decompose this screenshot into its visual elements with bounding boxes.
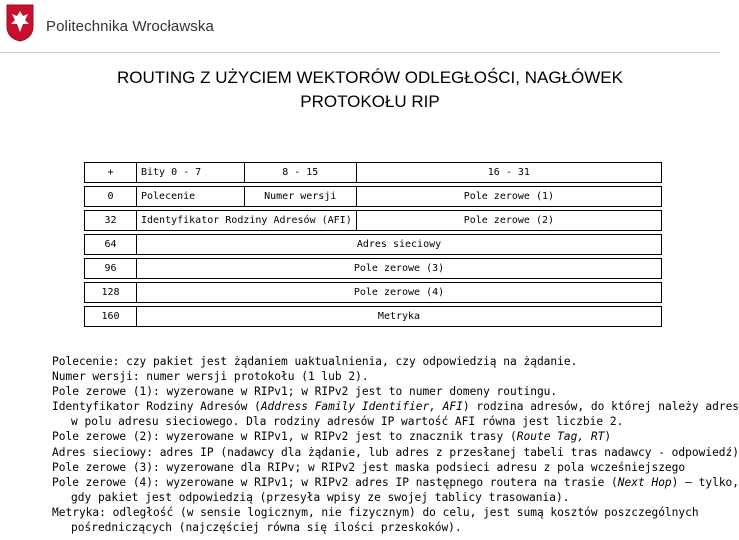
description-line: Numer wersji: numer wersji protokołu (1 lub 2).	[52, 370, 369, 384]
table-cell-command: Polecenie	[137, 187, 245, 207]
organization-name: Politechnika Wrocławska	[46, 18, 214, 35]
table-row	[85, 187, 662, 207]
table-cell-afi: Identyfikator Rodziny Adresów (AFI)	[137, 211, 357, 231]
slide-title-line-2: PROTOKOŁU RIP	[300, 92, 440, 111]
rip-header-table	[84, 162, 662, 327]
description-text: ) – tylko,	[671, 475, 739, 489]
description-line: gdy pakiet jest odpowiedzią (przesyła wpisy ze swojej tablicy trasowania).	[71, 490, 570, 504]
table-header-row	[85, 163, 662, 183]
eagle-crest-icon	[6, 4, 34, 42]
description-line	[52, 429, 720, 444]
table-cell-zero-4: Pole zerowe (4)	[137, 283, 662, 303]
description-text: Pole zerowe (4): wyzerowane w RIPv1; w RIPv2 adres IP następnego routera na trasie (	[52, 475, 618, 489]
table-cell-zero-1: Pole zerowe (1)	[356, 187, 661, 207]
field-descriptions	[52, 354, 739, 535]
table-cell-version: Numer wersji	[244, 187, 356, 207]
description-line: Pole zerowe (1): wyzerowane w RIPv1; w RIPv2 jest to numer domeny routingu.	[52, 385, 558, 399]
table-row	[85, 235, 662, 255]
description-text: Pole zerowe (2): wyzerowane w RIPv1, w RIPv2 jest to znacznik trasy (	[52, 430, 517, 444]
description-line: Pole zerowe (3): wyzerowane dla RIPv; w RIPv2 jest maska podsieci adresu z pola wcześniejszego	[52, 460, 686, 474]
table-cell-bits-0-7: Bity 0 - 7	[137, 163, 245, 183]
table-cell-network-address: Adres sieciowy	[137, 235, 662, 255]
table-cell-offset: +	[85, 163, 137, 183]
description-term: Route Tag, RT	[516, 430, 605, 444]
description-term: Address Family Identifier, AFI	[260, 400, 463, 414]
table-cell-bits-8-15: 8 - 15	[244, 163, 356, 183]
slide-title-line-1: ROUTING Z UŻYCIEM WEKTORÓW ODLEGŁOŚCI, NAGŁÓWEK	[117, 68, 623, 87]
description-text: )	[604, 430, 612, 444]
description-line: Polecenie: czy pakiet jest żądaniem uaktualnienia, czy odpowiedzią na żądanie.	[52, 355, 578, 368]
table-cell-offset: 64	[85, 235, 137, 255]
table-row	[85, 211, 662, 231]
table-cell-zero-3: Pole zerowe (3)	[137, 259, 662, 279]
description-text: ) rodzina adresów, do której należy adres	[462, 400, 739, 414]
description-line: Adres sieciowy: adres IP (nadawcy dla żądanie, lub adres z przesłanej tabeli tras nadawcy - odpowiedź)	[52, 445, 739, 459]
table-cell-metric: Metryka	[137, 307, 662, 327]
table-row	[85, 259, 662, 279]
table-cell-offset: 96	[85, 259, 137, 279]
description-line: w polu adresu sieciowego. Dla rodziny adresów IP wartość AFI równa jest liczbie 2.	[71, 415, 624, 429]
table-cell-zero-2: Pole zerowe (2)	[356, 211, 661, 231]
description-line	[52, 399, 739, 414]
header-divider	[0, 52, 720, 53]
table-row	[85, 307, 662, 327]
description-term: Next Hop	[617, 475, 672, 489]
table-cell-offset: 0	[85, 187, 137, 207]
description-line	[52, 475, 739, 490]
table-cell-bits-16-31: 16 - 31	[356, 163, 661, 183]
header-bar	[0, 0, 720, 52]
description-line: Metryka: odległość (w sensie logicznym, nie fizycznym) do celu, jest sumą kosztów poszczególnych	[52, 505, 699, 519]
description-text: Identyfikator Rodziny Adresów (	[52, 400, 261, 414]
table-row	[85, 283, 662, 303]
table-cell-offset: 160	[85, 307, 137, 327]
description-line: pośredniczących (najczęściej równa się ilości przeskoków).	[71, 521, 462, 535]
slide-title	[40, 66, 700, 114]
table-cell-offset: 32	[85, 211, 137, 231]
table-cell-offset: 128	[85, 283, 137, 303]
